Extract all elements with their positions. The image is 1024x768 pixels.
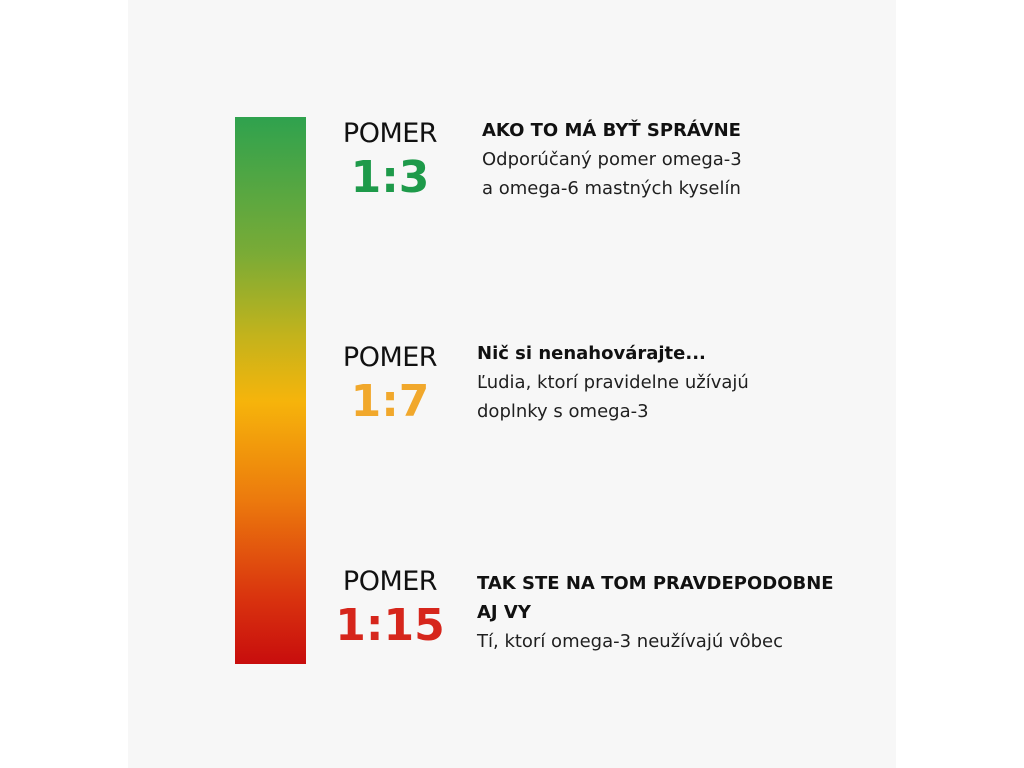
description-medium <box>477 339 857 426</box>
ratio-block-good <box>330 118 450 204</box>
gradient-scale-bar <box>235 117 306 664</box>
ratio-label: POMER <box>342 566 438 597</box>
description-body-line: doplnky s omega-3 <box>477 401 649 422</box>
description-body-line: Ľudia, ktorí pravidelne užívajú <box>477 372 749 393</box>
ratio-value-good: 1:3 <box>350 152 430 203</box>
ratio-value-medium: 1:7 <box>350 376 430 427</box>
description-heading: Nič si nenahovárajte... <box>477 343 706 364</box>
description-body-line: Odporúčaný pomer omega-3 <box>482 149 742 170</box>
description-heading: AKO TO MÁ BYŤ SPRÁVNE <box>482 120 741 141</box>
description-good <box>482 116 862 203</box>
description-body-line: a omega-6 mastných kyselín <box>482 178 741 199</box>
description-bad <box>477 569 857 656</box>
ratio-block-medium <box>330 342 450 428</box>
ratio-block-bad <box>330 566 450 652</box>
ratio-label: POMER <box>342 118 438 149</box>
ratio-label: POMER <box>342 342 438 373</box>
description-heading: AJ VY <box>477 602 531 623</box>
ratio-value-bad: 1:15 <box>335 600 445 651</box>
description-body-line: Tí, ktorí omega-3 neužívajú vôbec <box>477 631 784 652</box>
description-heading: TAK STE NA TOM PRAVDEPODOBNE <box>477 573 834 594</box>
